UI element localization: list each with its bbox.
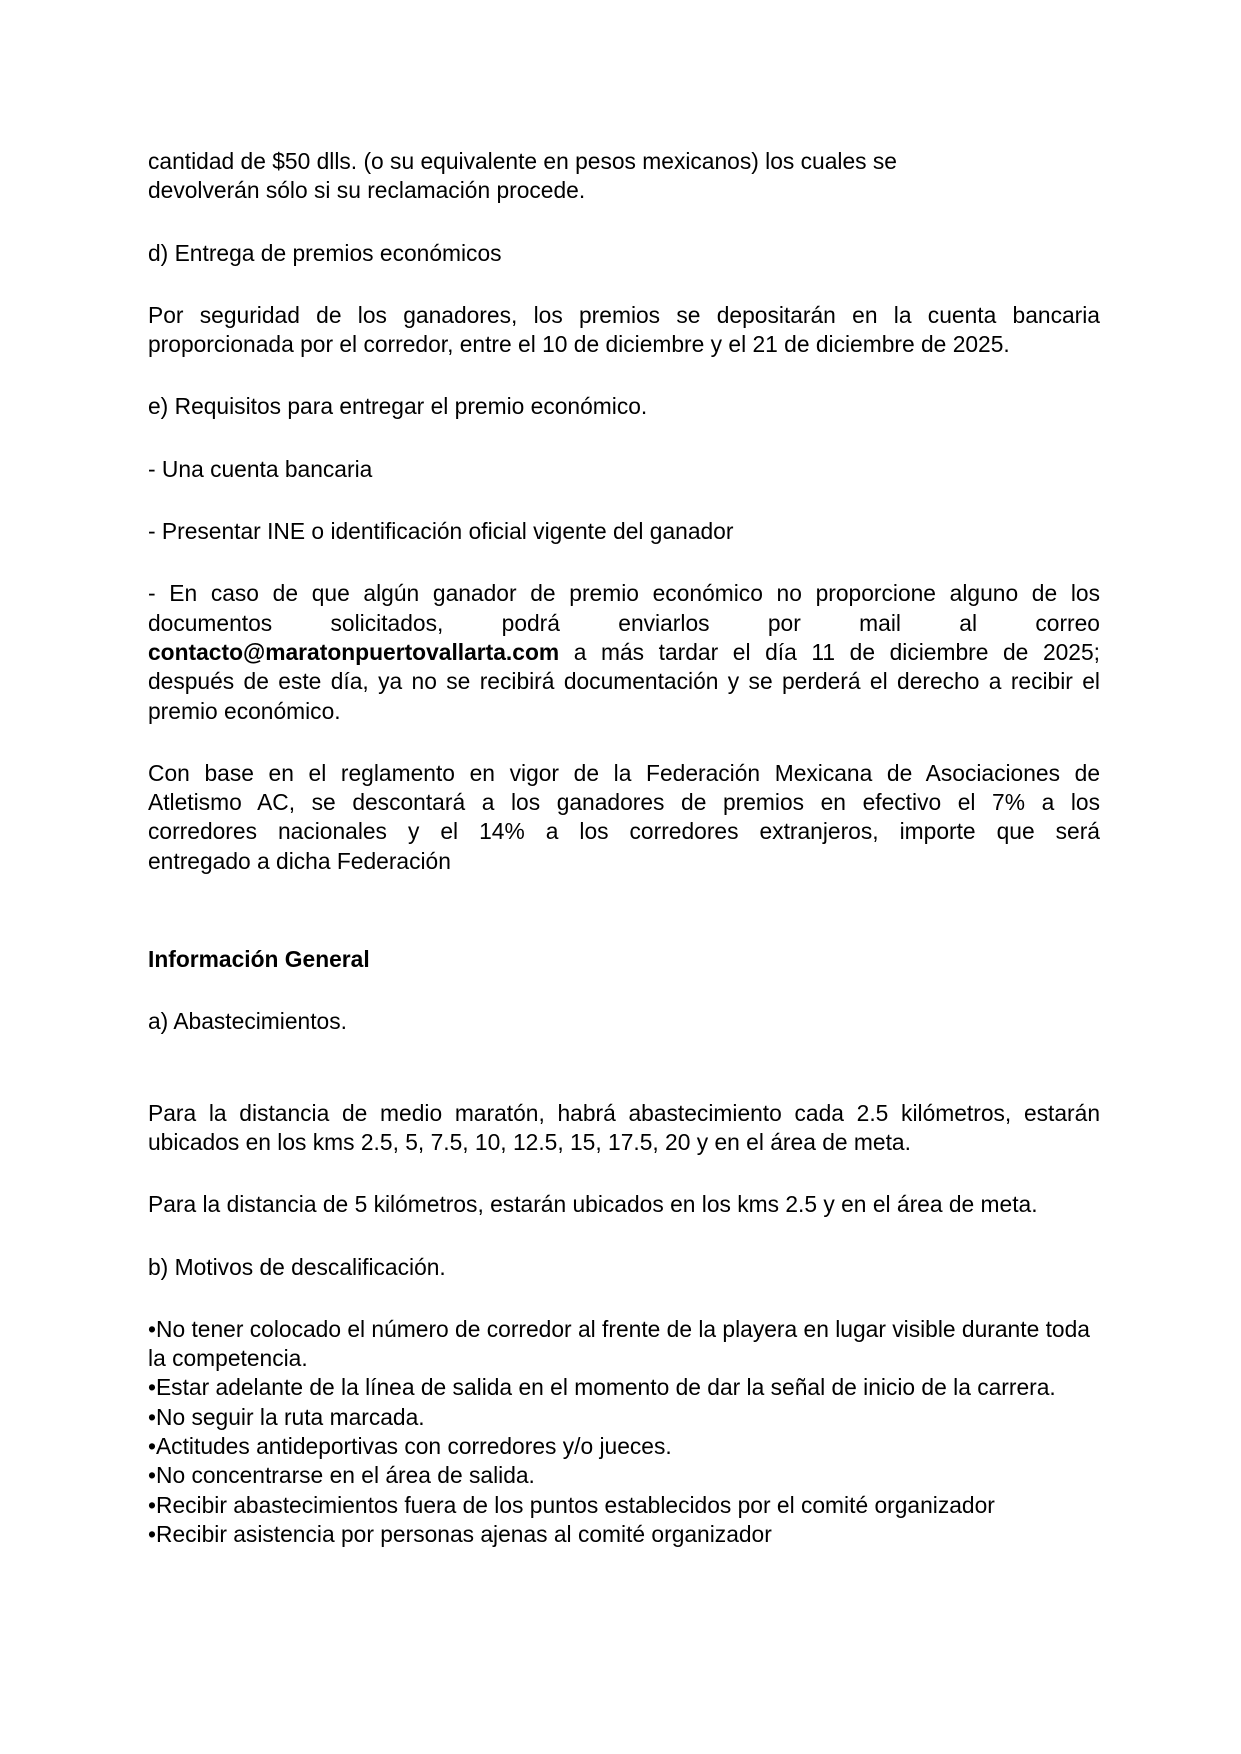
text-line: Por seguridad de los ganadores, los premios se depositarán en la cuenta bancaria bbox=[148, 301, 1100, 328]
text-span: a más tardar el día 11 de diciembre de 2025; bbox=[559, 638, 1100, 665]
text-line bbox=[148, 638, 1100, 667]
heading-requisitos-premio bbox=[148, 392, 1100, 421]
paragraph-seguridad-ganadores bbox=[148, 301, 1100, 360]
contact-email: contacto@maratonpuertovallarta.com bbox=[148, 638, 560, 665]
bullet-item: •No seguir la ruta marcada. bbox=[148, 1403, 425, 1430]
text-line: Información General bbox=[148, 946, 370, 973]
text-line: corredores nacionales y el 14% a los corredores extranjeros, importe que será bbox=[148, 818, 1100, 845]
text-line: - En caso de que algún ganador de premio económico no proporcione alguno de los bbox=[148, 580, 1100, 607]
bullet-item: •No concentrarse en el área de salida. bbox=[148, 1462, 535, 1489]
text-line: b) Motivos de descalificación. bbox=[148, 1253, 446, 1280]
text-line: Para la distancia de medio maratón, habrá abastecimiento cada 2.5 kilómetros, estarán bbox=[148, 1099, 1100, 1126]
text-line: cantidad de $50 dlls. (o su equivalente en pesos mexicanos) los cuales se bbox=[148, 148, 897, 174]
paragraph-federacion-descuento bbox=[148, 759, 1100, 876]
bullet-item: •Estar adelante de la línea de salida en el momento de dar la señal de inicio de la carrera. bbox=[148, 1374, 1056, 1401]
text-line: d) Entrega de premios económicos bbox=[148, 239, 502, 266]
section-title-informacion-general bbox=[148, 945, 1100, 974]
bullet-list-descalificacion bbox=[148, 1315, 1100, 1549]
item-presentar-ine bbox=[148, 517, 1100, 546]
paragraph-abastecimiento-medio-maraton bbox=[148, 1099, 1100, 1158]
text-line: ubicados en los kms 2.5, 5, 7.5, 10, 12.5, 15, 17.5, 20 y en el área de meta. bbox=[148, 1128, 911, 1155]
text-line: a) Abastecimientos. bbox=[148, 1008, 347, 1035]
item-cuenta-bancaria bbox=[148, 455, 1100, 484]
paragraph-deposit-refund bbox=[148, 147, 1100, 206]
paragraph-envio-documentos bbox=[148, 579, 1100, 725]
bullet-item: •Recibir abastecimientos fuera de los puntos establecidos por el comité organizador bbox=[148, 1491, 995, 1518]
paragraph-abastecimiento-5km bbox=[148, 1190, 1100, 1219]
text-line: documentos solicitados, podrá enviarlos por mail al correo bbox=[148, 609, 1100, 636]
text-line: e) Requisitos para entregar el premio económico. bbox=[148, 393, 648, 420]
text-line: Atletismo AC, se descontará a los ganadores de premios en efectivo el 7% a los bbox=[148, 789, 1100, 816]
heading-entrega-premios bbox=[148, 239, 1100, 268]
text-line: - Una cuenta bancaria bbox=[148, 455, 373, 482]
bullet-item: •Recibir asistencia por personas ajenas al comité organizador bbox=[148, 1520, 772, 1547]
text-line: entregado a dicha Federación bbox=[148, 847, 451, 874]
bullet-item: •Actitudes antideportivas con corredores y/o jueces. bbox=[148, 1433, 672, 1460]
heading-abastecimientos bbox=[148, 1007, 1100, 1036]
text-line: Con base en el reglamento en vigor de la Federación Mexicana de Asociaciones de bbox=[148, 759, 1100, 786]
heading-motivos-descalificacion bbox=[148, 1253, 1100, 1282]
text-line: Para la distancia de 5 kilómetros, estarán ubicados en los kms 2.5 y en el área de meta. bbox=[148, 1191, 1038, 1218]
text-line: después de este día, ya no se recibirá documentación y se perderá el derecho a recibir el bbox=[148, 668, 1100, 695]
text-line: devolverán sólo si su reclamación procede. bbox=[148, 177, 586, 204]
text-line: - Presentar INE o identificación oficial vigente del ganador bbox=[148, 518, 734, 545]
text-line: premio económico. bbox=[148, 697, 341, 724]
bullet-item: •No tener colocado el número de corredor al frente de la playera en lugar visible durante toda bbox=[148, 1315, 1090, 1342]
text-line: proporcionada por el corredor, entre el 10 de diciembre y el 21 de diciembre de 2025. bbox=[148, 331, 1010, 358]
bullet-item-continuation: la competencia. bbox=[148, 1345, 308, 1372]
